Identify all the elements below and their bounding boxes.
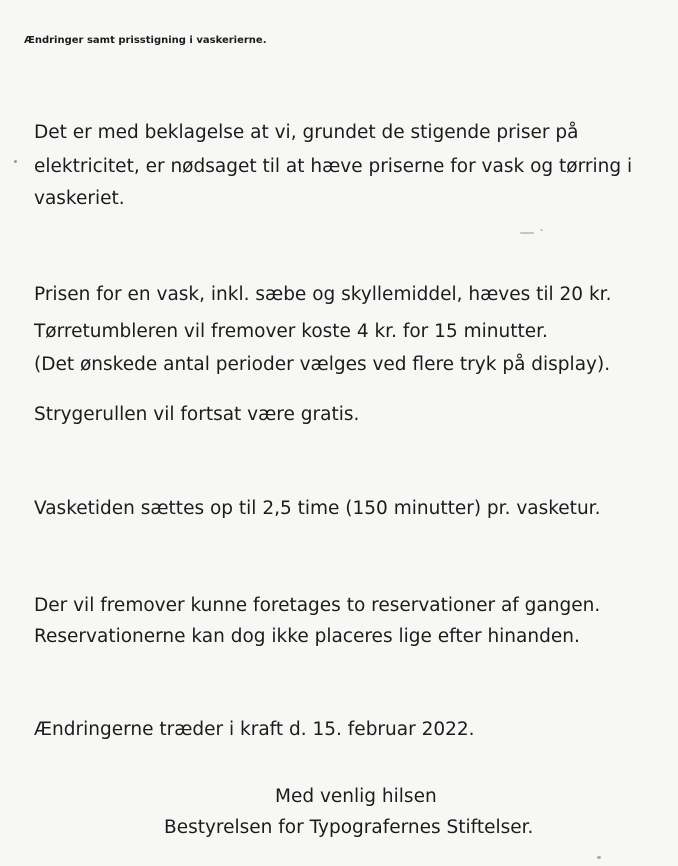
mangle-line: Strygerullen vil fortsat være gratis. [34, 404, 360, 425]
wash-price-line: Prisen for en vask, inkl. sæbe og skyllemiddel, hæves til 20 kr. [34, 284, 612, 305]
reservation-line-1: Der vil fremover kunne foretages to reservationer af gangen. [34, 595, 601, 616]
signature-sender: Bestyrelsen for Typografernes Stiftelser. [164, 817, 534, 838]
scan-speck [540, 229, 543, 231]
intro-line-1: Det er med beklagelse at vi, grundet de stigende priser på [34, 122, 579, 143]
intro-line-3: vaskeriet. [34, 188, 125, 209]
scan-speck [520, 232, 534, 234]
effective-date-line: Ændringerne træder i kraft d. 15. februar 2022. [34, 719, 475, 740]
scan-speck [14, 160, 17, 163]
intro-line-2: elektricitet, er nødsaget til at hæve priserne for vask og tørring i [34, 156, 633, 177]
notice-title: Ændringer samt prisstigning i vaskerierne. [24, 35, 267, 46]
wash-time-line: Vasketiden sættes op til 2,5 time (150 minutter) pr. vasketur. [34, 498, 601, 519]
scan-speck [597, 856, 601, 859]
signature-greeting: Med venlig hilsen [275, 786, 437, 807]
dryer-note-line: (Det ønskede antal perioder vælges ved flere tryk på display). [34, 354, 611, 375]
reservation-line-2: Reservationerne kan dog ikke placeres lige efter hinanden. [34, 626, 580, 647]
dryer-price-line: Tørretumbleren vil fremover koste 4 kr. for 15 minutter. [34, 321, 548, 342]
